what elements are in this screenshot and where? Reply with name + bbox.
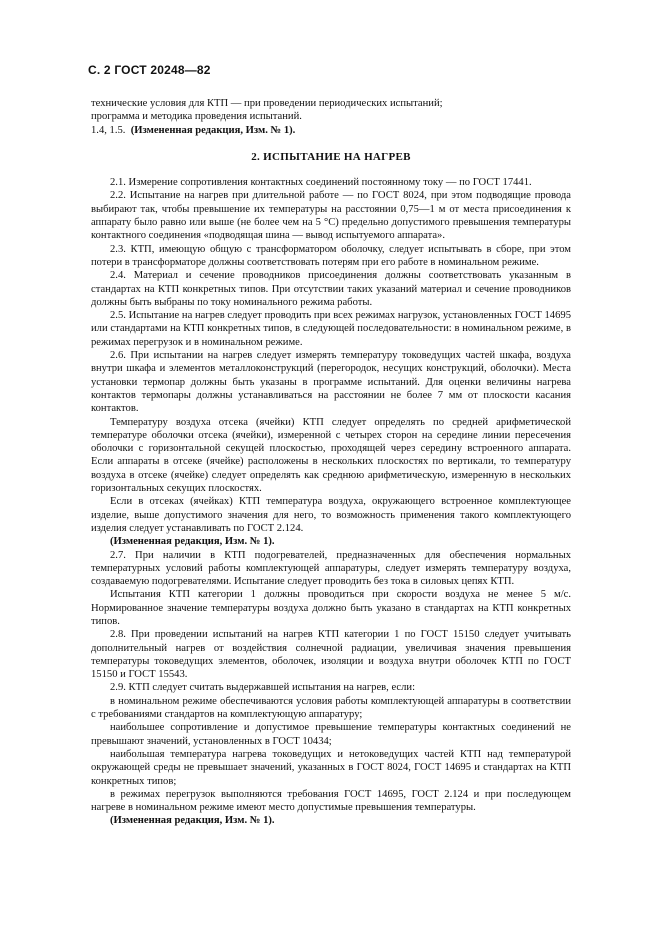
clause-1-4-line [91,124,571,137]
clause-2-6: 2.6. При испытании на нагрев следует измерять температуру токоведущих частей шкафа, воздуха внутри шкафа и элементов металлоконструкций (перегородок, несущих конструкций, оболочки). Места установки термопар должны быть указаны в программе испытаний. Для оценки величины нагрева контактов термопары должны устанавливаться на расстоянии не более 7 мм от плоскости касания контактов. [91,350,571,415]
document-body [91,97,571,828]
edit-note: (Измененная редакция, Изм. № 1). [130,124,296,136]
clause-2-7-paragraph-2: Испытания КТП категории 1 должны проводиться при скорости воздуха не менее 5 м/с. Нормированное значение температуры воздуха должно быть указано в стандартах на КТП конкретных типов. [91,589,571,627]
clause-2-9-item-1: в номинальном режиме обеспечиваются условия работы комплектующей аппаратуры в соответствии с требованиями стандартов на комплектующую аппаратуру; [91,695,571,721]
clause-ref: 1.4, 1.5. [91,124,126,136]
clause-2-9-item-2: наибольшее сопротивление и допустимое превышение температуры контактных соединений не превышают значений, установленных в ГОСТ 10434; [91,722,571,747]
clause-2-9: 2.9. КТП следует считать выдержавшей испытания на нагрев, если: [110,682,416,694]
edit-note: (Измененная редакция, Изм. № 1). [110,536,275,548]
clause-2-5: 2.5. Испытание на нагрев следует проводить при всех режимах нагрузок, установленных ГОСТ 14695 или стандартами на КТП конкретных типов, в следующей последовательности: в номинальном режиме, в режимах перегрузок и в номинальном режиме. [91,310,571,348]
clause-2-2: 2.2. Испытание на нагрев при длительной работе — по ГОСТ 8024, при этом подводящие провода выбирают так, чтобы превышение их температуры на расстоянии 0,75—1 м от места присоединения к аппарату было равно или выше (не более чем на 5 °С) предельно допустимого превышения температуры контактного соединения «подводящая шина — вывод испытуемого аппарата». [91,190,571,242]
clause-2-9-item-4: в режимах перегрузок выполняются требования ГОСТ 14695, ГОСТ 2.124 и при последующем нагреве в номинальном режиме имеют место допустимые превышения температуры. [91,788,571,814]
section-title: 2. ИСПЫТАНИЕ НА НАГРЕВ [251,150,411,163]
edit-note: (Измененная редакция, Изм. № 1). [110,815,275,827]
intro-line-1: технические условия для КТП — при проведении периодических испытаний; [91,98,443,109]
clause-2-4: 2.4. Материал и сечение проводников присоединения должны соответствовать указанным в стандартах на КТП конкретных типов. При отсутствии таких указаний материал и сечение проводников должны быть выбраны по току номинального режима работы. [91,270,571,308]
clause-2-7: 2.7. При наличии в КТП подогревателей, предназначенных для обеспечения нормальных температурных условий работы комплектующей аппаратуры, следует измерять температуру воздуха, создаваемую подогревателями. Испытание следует проводить без тока в силовых цепях КТП. [91,549,571,588]
clause-2-6-paragraph-3: Если в отсеках (ячейках) КТП температура воздуха, окружающего встроенное комплектующее изделие, выше допустимого значения для него, то возможность применения такого комплектующего изделия следует устанавливать по ГОСТ 2.124. [91,496,571,534]
intro-line-2: программа и методика проведения испытаний. [91,111,302,123]
clause-2-3: 2.3. КТП, имеющую общую с трансформатором оболочку, следует испытывать в сборе, при этом потери в трансформаторе должны соответствовать потерям при его работе в номинальном режиме. [91,243,571,268]
clause-2-8: 2.8. При проведении испытаний на нагрев КТП категории 1 по ГОСТ 15150 следует учитывать дополнительный нагрев от воздействия солнечной радиации, увеличивая значения превышения температуры токоведущих элементов, оболочек, изоляции и воздуха внутри оболочек КТП по ГОСТ 15150 и ГОСТ 15543. [91,629,571,681]
page-header: С. 2 ГОСТ 20248—82 [88,63,211,77]
clause-2-9-item-3: наибольшая температура нагрева токоведущих и нетоковедущих частей КТП над температурой окружающей среды не превышает значений, указанных в ГОСТ 8024, ГОСТ 14695 и стандартах на КТП конкретных типов; [91,748,571,787]
clause-2-6-paragraph-2: Температуру воздуха отсека (ячейки) КТП следует определять по средней арифметической температуре оболочки отсека (ячейки), измеренной с четырех сторон на середине линии пересечения оболочки с горизонтальной секущей плоскостью, проходящей через середину встроенного аппарата. Если аппараты в отсеке (ячейке) расположены в нескольких плоскостях по вертикали, то температуру воздуха в отсеке (ячейке) следует определять как среднюю арифметическую, измеренную в нескольких горизонтальных секущих плоскостях. [91,416,571,495]
clause-2-1: 2.1. Измерение сопротивления контактных соединений постоянному току — по ГОСТ 17441. [110,177,532,189]
